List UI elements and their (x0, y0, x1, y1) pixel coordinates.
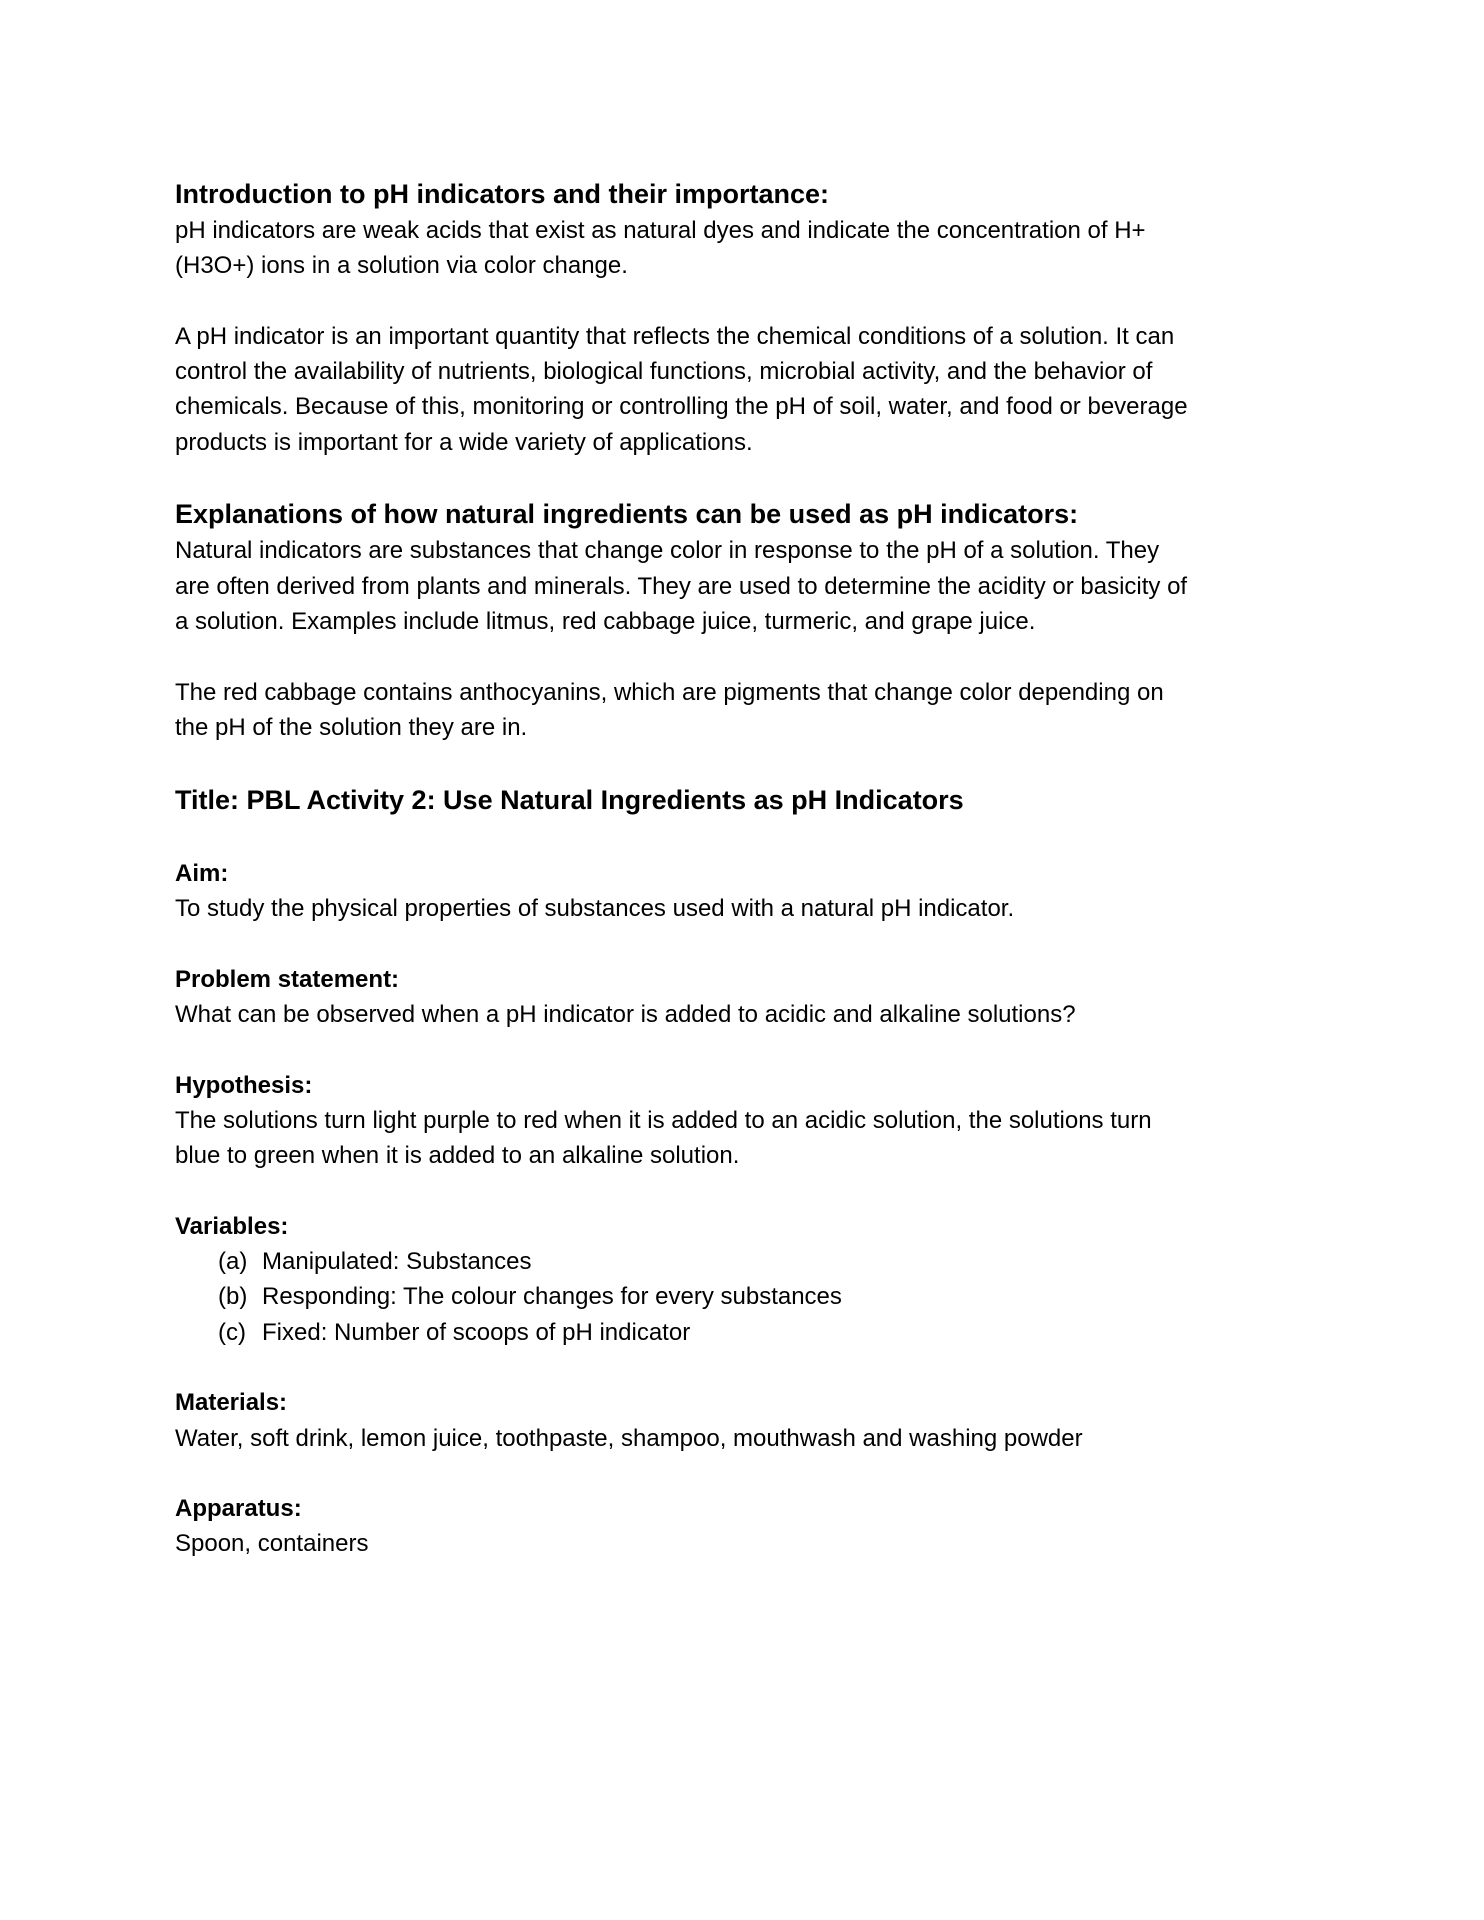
hypothesis-line: blue to green when it is added to an alkaline solution. (175, 1142, 740, 1170)
variable-item-fixed (175, 1315, 1315, 1350)
document-page (175, 175, 1315, 1562)
intro-para2-line: chemicals. Because of this, monitoring or controlling the pH of soil, water, and food or beverage (175, 393, 1188, 421)
spacer (175, 284, 1315, 319)
intro-para2-line: A pH indicator is an important quantity that reflects the chemical conditions of a solution. It can (175, 322, 1175, 350)
explanations-para1-line: are often derived from plants and minerals. They are used to determine the acidity or basicity of (175, 572, 1188, 600)
aim-label: Aim: (175, 859, 229, 887)
list-marker: (a) (218, 1248, 248, 1276)
apparatus-label: Apparatus: (175, 1495, 302, 1523)
hypothesis-line: The solutions turn light purple to red when it is added to an acidic solution, the solutions turn (175, 1106, 1152, 1134)
materials-label: Materials: (175, 1389, 288, 1417)
variable-item-responding (175, 1279, 1315, 1314)
spacer (175, 1350, 1315, 1385)
spacer (175, 639, 1315, 674)
spacer (175, 820, 1315, 855)
intro-para1-line: (H3O+) ions in a solution via color change. (175, 252, 628, 280)
variable-item-manipulated (175, 1244, 1315, 1279)
materials-text: Water, soft drink, lemon juice, toothpaste, shampoo, mouthwash and washing powder (175, 1424, 1083, 1452)
spacer (175, 460, 1315, 495)
variables-label: Variables: (175, 1212, 289, 1240)
explanations-para2-line: The red cabbage contains anthocyanins, which are pigments that change color depending on (175, 678, 1164, 706)
list-marker: (c) (218, 1318, 246, 1346)
explanations-heading: Explanations of how natural ingredients can be used as pH indicators: (175, 499, 1079, 530)
apparatus-text: Spoon, containers (175, 1530, 369, 1558)
aim-text: To study the physical properties of substances used with a natural pH indicator. (175, 895, 1015, 923)
intro-para2-line: products is important for a wide variety of applications. (175, 428, 753, 456)
hypothesis-label: Hypothesis: (175, 1071, 313, 1099)
list-item-text: Responding: The colour changes for every substances (262, 1283, 842, 1311)
problem-statement-label: Problem statement: (175, 965, 400, 993)
intro-para1-line: pH indicators are weak acids that exist as natural dyes and indicate the concentration of H+ (175, 217, 1146, 244)
list-marker: (b) (218, 1283, 248, 1311)
explanations-para1-line: Natural indicators are substances that change color in response to the pH of a solution. They (175, 537, 1160, 565)
intro-para2-line: control the availability of nutrients, biological functions, microbial activity, and the behavior of (175, 358, 1153, 386)
list-item-text: Fixed: Number of scoops of pH indicator (262, 1318, 691, 1346)
spacer (175, 1456, 1315, 1491)
spacer (175, 926, 1315, 961)
spacer (175, 745, 1315, 780)
activity-title: Title: PBL Activity 2: Use Natural Ingredients as pH Indicators (175, 785, 964, 816)
list-item-text: Manipulated: Substances (262, 1248, 532, 1276)
spacer (175, 1032, 1315, 1067)
spacer (175, 1173, 1315, 1208)
explanations-para1-line: a solution. Examples include litmus, red cabbage juice, turmeric, and grape juice. (175, 607, 1036, 635)
problem-statement-text: What can be observed when a pH indicator is added to acidic and alkaline solutions? (175, 1000, 1076, 1028)
intro-heading: Introduction to pH indicators and their importance: (175, 179, 830, 209)
explanations-para2-line: the pH of the solution they are in. (175, 713, 528, 741)
